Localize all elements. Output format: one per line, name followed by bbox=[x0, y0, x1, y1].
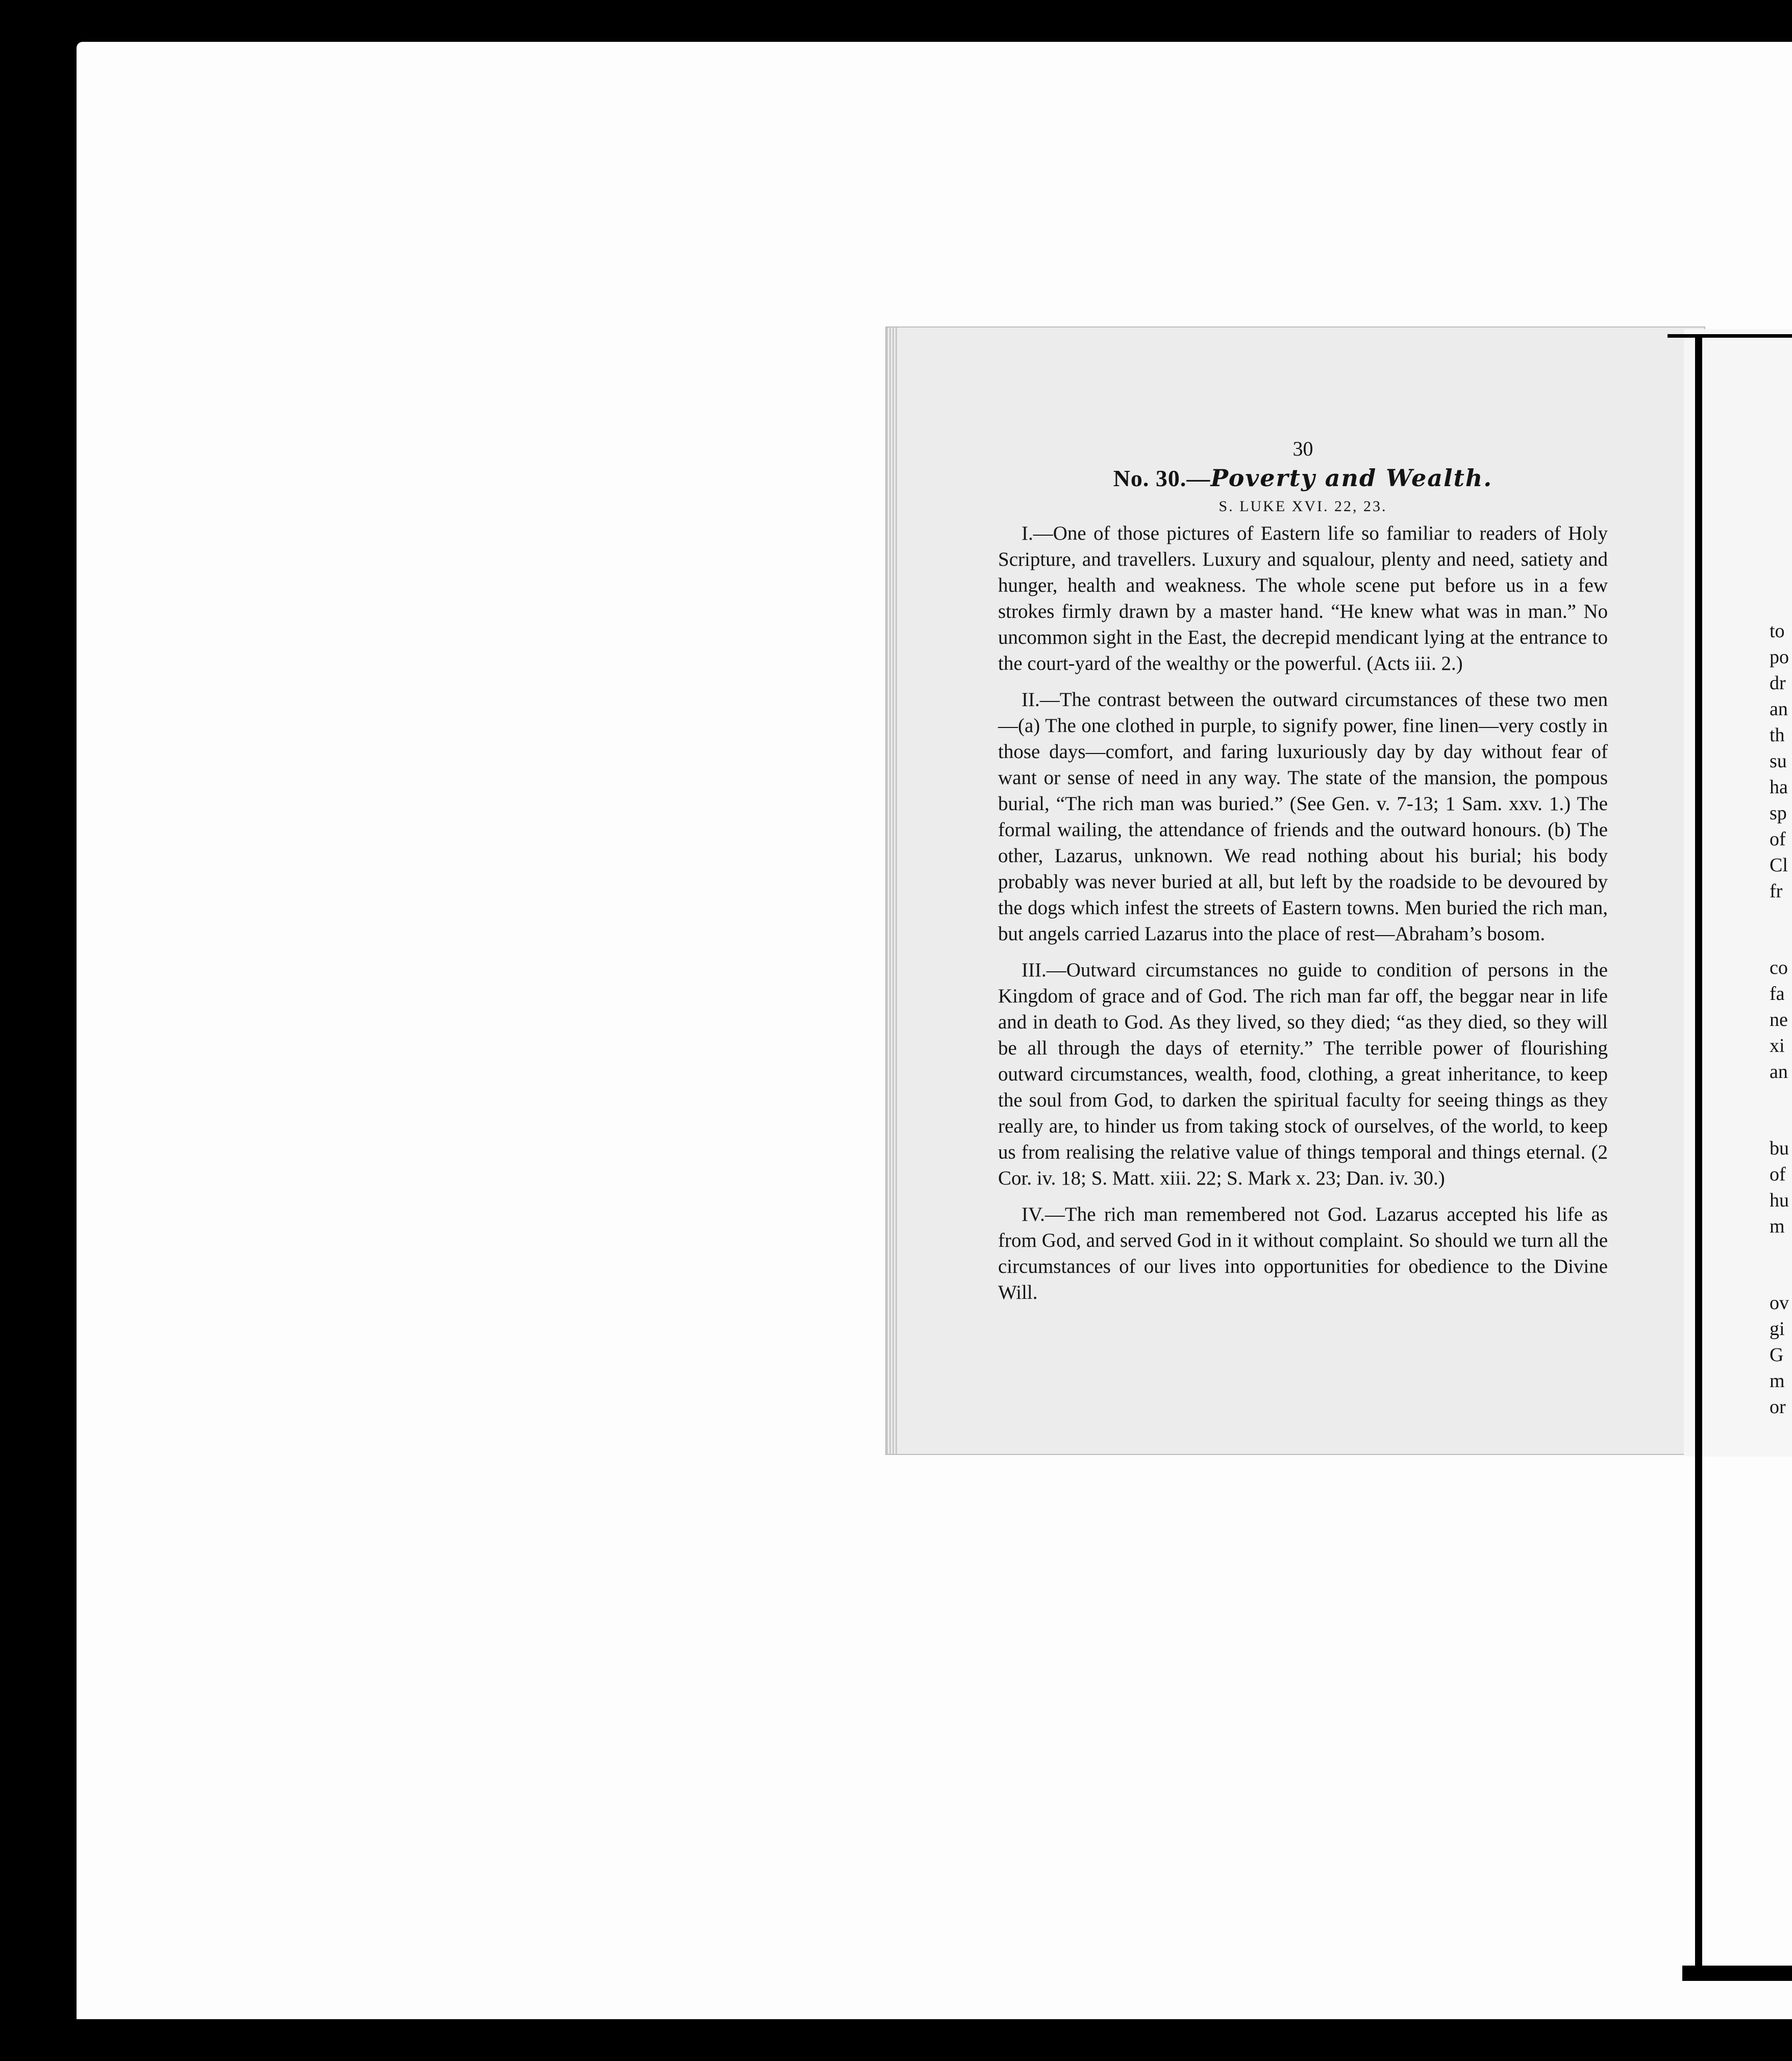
fragment-line: th bbox=[1770, 724, 1785, 746]
scripture-reference: S. LUKE XVI. 22, 23. bbox=[1218, 498, 1387, 515]
fragment-line: fr bbox=[1770, 881, 1783, 902]
paragraph-4: IV.—The rich man remembered not God. Lazarus accepted his life as from God, and served God in it without complaint. So should we turn all the circumstances of our lives into opportunities for obedience to the Divine Will. bbox=[998, 1203, 1608, 1303]
fragment-line: sp bbox=[1770, 802, 1787, 824]
paragraph-3: III.—Outward circumstances no guide to condition of persons in the Kingdom of grace and of God. The rich man far off, the beggar near in life and in death to God. As they lived, so they died; “as they died, so they will be all through the days of eternity.” The terrible power of flourishing outward circumstances, wealth, food, clothing, a great inheritance, to keep the soul from God, to darken the spiritual faculty for seeing things as they really are, to hinder us from taking stock of ourselves, of the world, to keep us from realising the relative value of things temporal and things eternal. (2 Cor. iv. 18; S. Matt. xiii. 22; S. Mark x. 23; Dan. iv. 30.) bbox=[998, 959, 1608, 1189]
fragment-line: ov bbox=[1770, 1292, 1789, 1314]
page-binding-edge bbox=[886, 328, 899, 1454]
adjacent-page-text bbox=[1770, 618, 1792, 1420]
fragment-line: to bbox=[1770, 620, 1785, 642]
title-prefix: No. 30.— bbox=[1113, 465, 1211, 491]
adjacent-page-bottom-edge bbox=[1682, 1966, 1792, 1981]
fragment-line: m bbox=[1770, 1370, 1785, 1392]
film-border-left bbox=[0, 36, 77, 2019]
page-number: 30 bbox=[1292, 437, 1313, 460]
book-page bbox=[886, 328, 1704, 1454]
fragment-line: co bbox=[1770, 957, 1788, 978]
adjacent-page-top-rule bbox=[1667, 334, 1792, 338]
page-title bbox=[998, 463, 1608, 493]
fragment-line: gi bbox=[1770, 1318, 1785, 1340]
fragment-line: Cl bbox=[1770, 854, 1788, 876]
fragment-line: or bbox=[1770, 1396, 1786, 1418]
fragment-line: ne bbox=[1770, 1009, 1788, 1030]
fragment-line: an bbox=[1770, 1061, 1788, 1083]
film-border-top bbox=[0, 0, 1792, 36]
fragment-line: xi bbox=[1770, 1035, 1785, 1057]
fragment-line: m bbox=[1770, 1216, 1785, 1237]
title-main: Poverty and Wealth. bbox=[1210, 464, 1493, 492]
fragment-line: bu bbox=[1770, 1138, 1789, 1159]
page-content bbox=[998, 435, 1608, 1316]
fragment-line: po bbox=[1770, 646, 1789, 668]
fragment-line: of bbox=[1770, 828, 1786, 850]
fragment-line: fa bbox=[1770, 983, 1785, 1004]
paragraph-1: I.—One of those pictures of Eastern life so familiar to readers of Holy Scripture, and travellers. Luxury and squalour, plenty and need, satiety and hunger, health and weakness. The whole scene put before us in a few strokes firmly drawn by a master hand. “He knew what was in man.” No uncommon sight in the East, the decrepid mendicant lying at the entrance to the court-yard of the wealthy or the powerful. (Acts iii. 2.) bbox=[998, 522, 1608, 674]
fragment-line: of bbox=[1770, 1164, 1786, 1185]
film-border-bottom bbox=[0, 2019, 1792, 2061]
fragment-line: ha bbox=[1770, 776, 1788, 798]
fragment-line: G bbox=[1770, 1344, 1784, 1366]
adjacent-page-gutter bbox=[1695, 337, 1702, 1976]
paragraph-2: II.—The contrast between the outward circumstances of these two men—(a) The one clothed in purple, to signify power, fine linen—very costly in those days—comfort, and faring luxuriously day by day without fear of want or sense of need in any way. The state of the mansion, the pompous burial, “The rich man was buried.” (See Gen. v. 7-13; 1 Sam. xxv. 1.) The formal wailing, the attendance of friends and the outward honours. (b) The other, Lazarus, unknown. We read nothing about his burial; his body probably was never buried at all, but left by the roadside to be devoured by the dogs which infest the streets of Eastern towns. Men buried the rich man, but angels carried Lazarus into the place of rest—Abraham’s bosom. bbox=[998, 689, 1608, 945]
fragment-line: su bbox=[1770, 750, 1787, 772]
fragment-line: hu bbox=[1770, 1190, 1789, 1211]
fragment-line: dr bbox=[1770, 672, 1786, 694]
fragment-line: an bbox=[1770, 698, 1788, 720]
